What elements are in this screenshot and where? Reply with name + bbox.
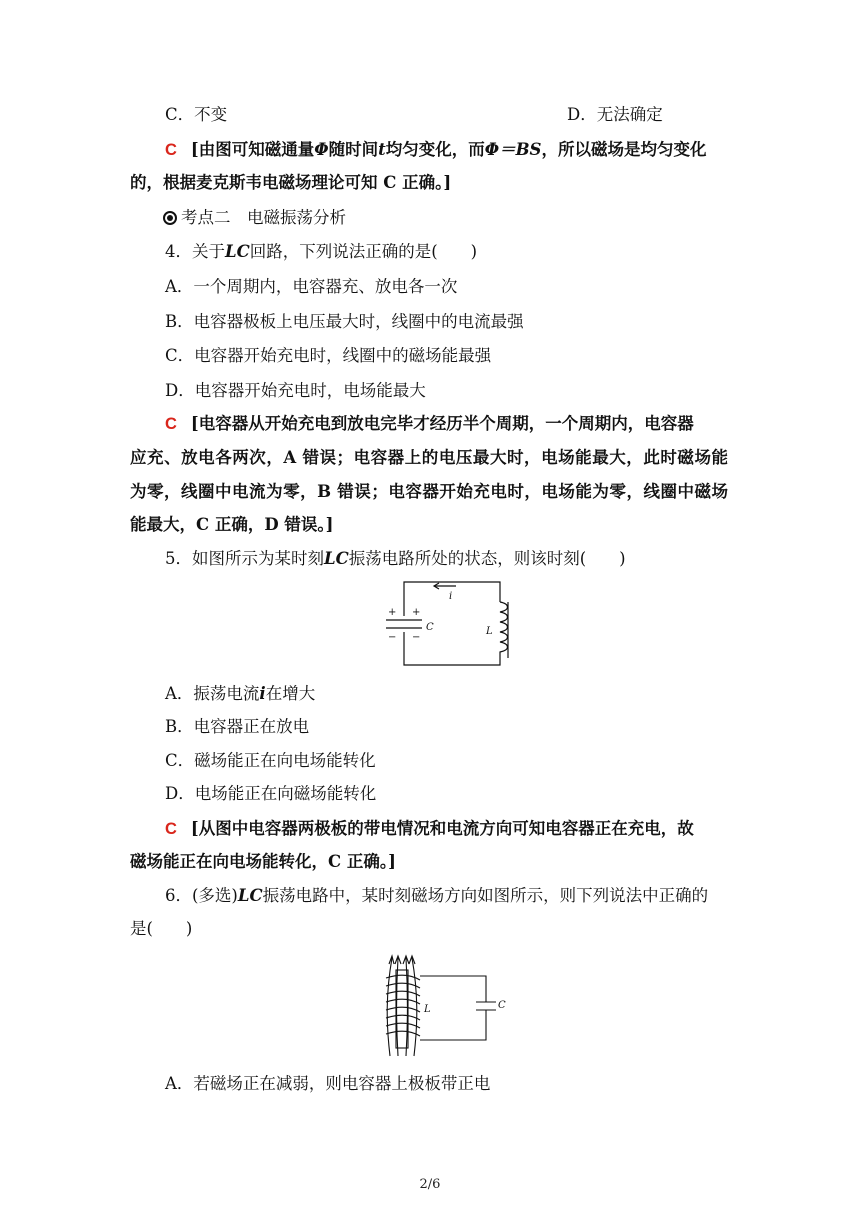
q5-option-a: A．振荡电流i在增大: [165, 684, 316, 703]
q4-explanation-line1: C [电容器从开始充电到放电完毕才经历半个周期，一个周期内，电容器: [165, 414, 694, 433]
q5-explanation-line2: 磁场能正在向电场能转化，C 正确。]: [130, 852, 396, 871]
q3-explanation-line2: 的，根据麦克斯韦电磁场理论可知 C 正确。]: [130, 173, 452, 192]
q5-plus-right: +: [412, 607, 421, 618]
q5-current-label: i: [449, 591, 453, 602]
q5-plus-left: +: [388, 607, 397, 618]
q6-wire-top: [420, 976, 486, 1002]
q5-answer: C: [165, 820, 177, 838]
section-heading: [163, 207, 860, 229]
q5-explanation-line1: C [从图中电容器两极板的带电情况和电流方向可知电容器正在充电，故: [165, 819, 694, 838]
q6-field-line: [387, 958, 392, 1056]
section-title: 考点二 电磁振荡分析: [181, 208, 346, 227]
q3-options-row: [165, 104, 860, 126]
q6-circuit-diagram: [378, 952, 510, 1062]
q4-option-c: C．电容器开始充电时，线圈中的磁场能最强: [165, 346, 492, 365]
q5-circuit-diagram: [376, 578, 512, 670]
q6-capacitor-label: C: [498, 1000, 506, 1011]
q5-capacitor-label: C: [426, 622, 434, 633]
q4-stem: 4．关于LC回路，下列说法正确的是( ): [165, 242, 478, 261]
q4-option-a: A．一个周期内，电容器充、放电各一次: [165, 277, 458, 296]
q5-inductor-label: L: [486, 626, 493, 637]
q4-explanation-line2: 应充、放电各两次，A 错误；电容器上的电压最大时，电场能最大，此时磁场能: [130, 448, 728, 467]
q5-minus-right: −: [412, 632, 421, 643]
q3-option-d: D．无法确定: [567, 105, 663, 124]
q3-option-c: C．不变: [165, 105, 228, 124]
q6-inductor-label: L: [424, 1004, 431, 1015]
q6-stem-line2: 是( ): [130, 919, 193, 938]
q5-inductor-coil: [500, 602, 508, 658]
q5-option-b: B．电容器正在放电: [165, 717, 310, 736]
q3-answer: C: [165, 141, 177, 159]
q6-option-a: A．若磁场正在减弱，则电容器上极板带正电: [165, 1074, 491, 1093]
q4-option-d: D．电容器开始充电时，电场能最大: [165, 381, 426, 400]
q5-option-d: D．电场能正在向磁场能转化: [165, 784, 377, 803]
target-bullet-icon: [163, 211, 177, 225]
q5-minus-left: −: [388, 632, 397, 643]
q4-answer: C: [165, 415, 177, 433]
q4-option-b: B．电容器极板上电压最大时，线圈中的电流最强: [165, 312, 524, 331]
q4-explanation-line4: 能最大，C 正确，D 错误。]: [130, 515, 334, 534]
q5-option-c: C．磁场能正在向电场能转化: [165, 751, 376, 770]
q6-inductor-core: [396, 970, 408, 1048]
page-number: 2/6: [419, 1177, 441, 1192]
q3-explanation-line1: C [由图可知磁通量Φ随时间t均匀变化，而Φ＝BS，所以磁场是均匀变化: [165, 140, 707, 159]
q4-explanation-line3: 为零，线圈中电流为零，B 错误；电容器开始充电时，电场能为零，线圈中磁场: [130, 482, 728, 501]
q6-stem-line1: 6．(多选)LC振荡电路中，某时刻磁场方向如图所示，则下列说法中正确的: [165, 886, 709, 905]
q5-stem: 5．如图所示为某时刻LC振荡电路所处的状态，则该时刻( ): [165, 549, 626, 568]
q6-field-line: [412, 958, 417, 1056]
